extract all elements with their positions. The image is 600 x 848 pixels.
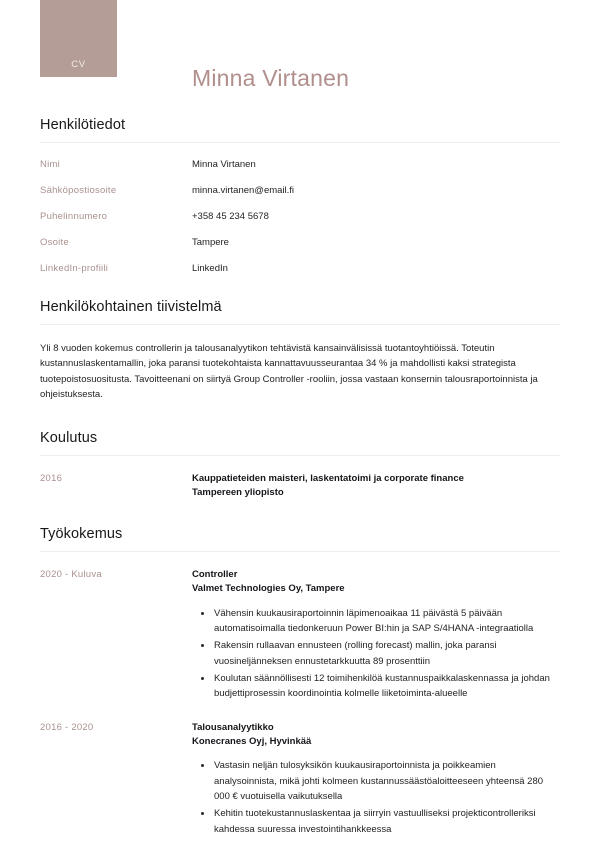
info-row-email [40,185,560,196]
info-row-address [40,237,560,248]
info-row-linkedin [40,263,560,274]
info-value-linkedin[interactable]: LinkedIn [192,263,228,274]
section-education [40,430,560,501]
entry-bullet: Vähensin kuukausiraportoinnin läpimenoaikaa 11 päivästä 5 päivään automatisoimalla tiedonkeruun Power BI:hin ja SAP S/4HANA -integraatiolla [214,606,560,637]
section-summary [40,299,560,403]
entry-role: Talousanalyytikko [192,721,274,733]
section-divider [40,142,560,143]
education-entry [40,472,560,501]
entry-degree: Kauppatieteiden maisteri, laskentatoimi ja corporate finance [192,472,464,484]
section-divider [40,324,560,325]
entry-institution: Tampereen yliopisto [192,486,284,498]
info-label: Osoite [40,237,69,248]
entry-bullet: Koulutan säännöllisesti 12 toimihenkilöä kustannuspaikkalaskennassa ja johdan budjettiprosessin koordinointia kolmelle liiketoiminta-alueelle [214,671,560,702]
info-value: minna.virtanen@email.fi [192,185,295,196]
entry-bullet: Vastasin neljän tulosyksikön kuukausiraportoinnista ja poikkeamien analysoinnista, mikä johti kolmeen kustannussäästöaloitteeseen yhteensä 280 000 € vuotuisella vaikutuksella [214,758,560,804]
section-title-summary: Henkilökohtainen tiivistelmä [40,299,222,315]
info-label: Puhelinnumero [40,211,108,222]
summary-text: Yli 8 vuoden kokemus controllerin ja talousanalyytikon tehtävistä kansainvälisissä tuotantoyhtiöissä. Toteutin kustannuslaskentamallin, joka paransi tuotekohtaista kannattavuusseurantaa 34 % ja mahdollisti kaksi strategista tuotepoistosuositusta. Tavoitteenani on siirtyä Group Controller -rooliin, jossa vastaan konsernin talousraportoinnista ja ohjeistuksesta. [40,343,538,401]
experience-entry [40,568,560,702]
section-title-education: Koulutus [40,429,98,446]
section-experience [40,526,560,837]
entry-bullet: Kehitin tuotekustannuslaskentaa ja siirryin vastuulliseksi projekticontrolleriksi kahdessa suuressa investointihankkeessa [214,806,560,837]
info-value: Minna Virtanen [192,159,256,170]
entry-employer: Valmet Technologies Oy, Tampere [192,583,345,595]
section-title-personal-details: Henkilötiedot [40,117,126,133]
cv-header [0,0,600,110]
entry-period: 2016 [40,472,63,484]
section-title-experience: Työkokemus [40,526,123,542]
entry-bullet-list [192,606,560,702]
info-label: Sähköpostiosoite [40,185,117,196]
section-personal-details [40,117,560,274]
info-label: Nimi [40,159,60,170]
entry-period: 2016 - 2020 [40,721,94,733]
info-label: LinkedIn-profiili [40,263,109,274]
cv-badge-label: CV [71,59,86,70]
entry-body [192,472,560,501]
experience-entry [40,721,560,837]
section-divider [40,551,560,552]
entry-bullet: Rakensin rullaavan ennusteen (rolling forecast) mallin, joka paransi vuosineljänneksen ennustetarkkuutta 89 prosenttiin [214,638,560,669]
entry-body [192,568,560,702]
entry-employer: Konecranes Oyj, Hyvinkää [192,736,312,747]
entry-bullet-list [192,758,560,837]
info-row-phone [40,211,560,222]
entry-role: Controller [192,569,238,580]
entry-period: 2020 - Kuluva [40,569,102,580]
page-title: Minna Virtanen [192,65,350,92]
info-row-name [40,159,560,170]
info-value: Tampere [192,237,229,248]
entry-body [192,721,560,837]
info-value: +358 45 234 5678 [192,211,269,222]
cv-badge [40,0,117,77]
section-divider [40,455,560,456]
